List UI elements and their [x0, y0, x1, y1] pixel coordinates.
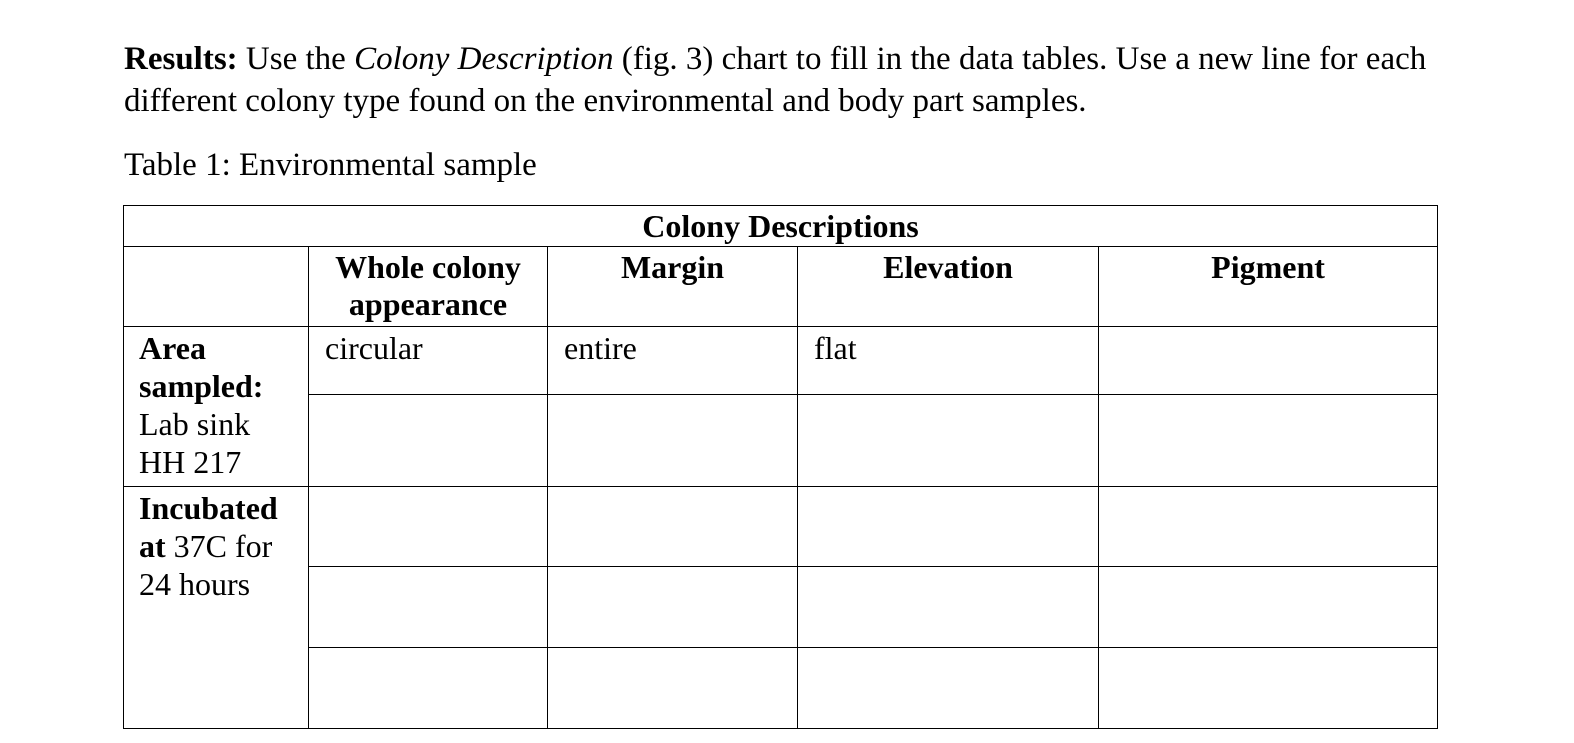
environmental-sample-table: [123, 205, 1438, 729]
table-cell[interactable]: [309, 567, 548, 648]
table-caption: Table 1: Environmental sample: [124, 147, 537, 183]
table-cell[interactable]: [548, 648, 798, 729]
table-cell[interactable]: flat: [798, 327, 1099, 395]
header-margin: Margin: [548, 247, 798, 327]
table-cell[interactable]: [1099, 327, 1438, 395]
results-text-after: (fig. 3) chart to fill in the data tables. Use a new line for each different colony type found on the environmental and body part samples.: [124, 41, 1427, 119]
table-cell[interactable]: [548, 395, 798, 487]
table-cell[interactable]: [1099, 648, 1438, 729]
header-pigment: Pigment: [1099, 247, 1438, 327]
table-cell[interactable]: [309, 487, 548, 567]
table-cell[interactable]: [798, 648, 1099, 729]
area-sampled-value: Lab sink HH 217: [139, 406, 251, 480]
results-paragraph: [124, 38, 1444, 122]
table-cell[interactable]: [798, 487, 1099, 567]
results-label: Results:: [124, 41, 238, 77]
header-whole-colony-appearance: Whole colony appearance: [309, 247, 548, 327]
incubated-label: Incubated at: [139, 490, 278, 564]
area-sampled-cell: [124, 327, 309, 487]
chart-name: Colony Description: [354, 41, 614, 77]
table-cell[interactable]: [1099, 395, 1438, 487]
table-cell[interactable]: [798, 567, 1099, 648]
incubated-value: 37C for 24 hours: [139, 528, 273, 602]
table-title: Colony Descriptions: [124, 206, 1438, 247]
header-blank: [124, 247, 309, 327]
table-cell[interactable]: [1099, 567, 1438, 648]
table-cell[interactable]: entire: [548, 327, 798, 395]
table-cell[interactable]: [548, 487, 798, 567]
header-elevation: Elevation: [798, 247, 1099, 327]
table-cell[interactable]: [309, 395, 548, 487]
table-cell[interactable]: [798, 395, 1099, 487]
document-page: [124, 38, 1444, 186]
incubation-cell: [124, 487, 309, 729]
results-text-before: Use the: [237, 41, 355, 77]
table-cell[interactable]: [309, 648, 548, 729]
table-cell[interactable]: [548, 567, 798, 648]
table-cell[interactable]: circular: [309, 327, 548, 395]
area-sampled-label: Area sampled:: [139, 330, 264, 404]
table-cell[interactable]: [1099, 487, 1438, 567]
